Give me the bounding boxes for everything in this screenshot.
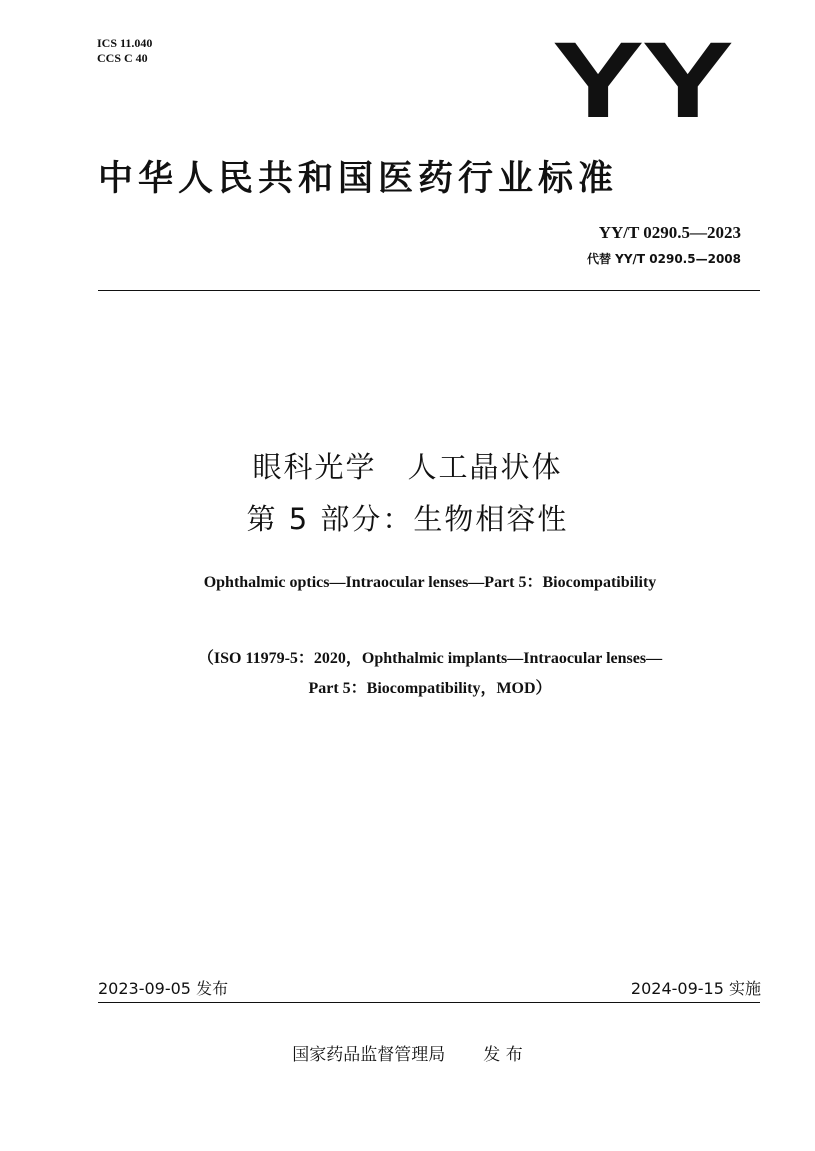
footer-divider bbox=[98, 1002, 760, 1003]
ccs-code: CCS C 40 bbox=[97, 51, 148, 65]
title-cn-line1: 眼科光学 人工晶状体 bbox=[252, 450, 563, 484]
title-en: Ophthalmic optics—Intraocular lenses—Part 5：Biocompatibility bbox=[203, 574, 657, 591]
standard-number: YY/T 0290.5—2023 bbox=[598, 223, 741, 242]
implement-date: 2024-09-15 实施 bbox=[630, 979, 761, 998]
issuer-org: 国家药品监督管理局 bbox=[292, 1045, 446, 1065]
issuer-action: 发 布 bbox=[483, 1045, 523, 1065]
publish-date: 2023-09-05 发布 bbox=[98, 979, 229, 998]
ics-code: ICS 11.040 bbox=[97, 36, 153, 50]
adoption-line1: （ISO 11979-5：2020，Ophthalmic implants—Intraocular lenses— bbox=[197, 650, 663, 667]
header-divider bbox=[98, 290, 760, 291]
adoption-line2: Part 5：Biocompatibility，MOD） bbox=[308, 680, 552, 697]
standard-category-title: 中华人民共和国医药行业标准 bbox=[98, 159, 619, 199]
issuer-line bbox=[0, 1043, 815, 1067]
yy-logo: YY bbox=[552, 19, 732, 140]
title-cn-line2: 第 5 部分：生物相容性 bbox=[246, 502, 569, 536]
classification-codes bbox=[97, 36, 152, 66]
replaces-standard: 代替 YY/T 0290.5—2008 bbox=[586, 252, 741, 266]
